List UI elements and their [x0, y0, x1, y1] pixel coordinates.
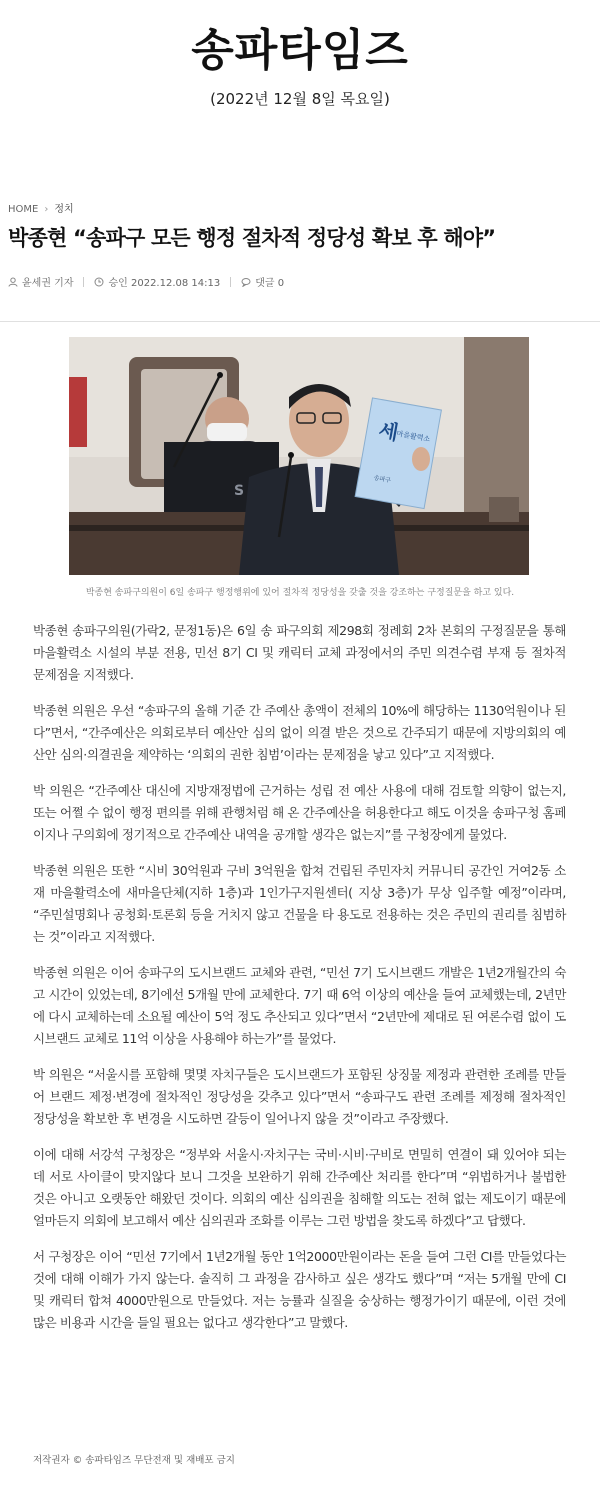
breadcrumb-category[interactable]: 정치 [54, 204, 74, 215]
breadcrumb [8, 200, 74, 215]
article-photo [69, 337, 529, 575]
document-text-small: 송파구 [373, 474, 392, 485]
photo-councilor-speaking [69, 337, 529, 575]
paragraph: 서 구청장은 이어 “민선 7기에서 1년2개월 동안 1억2000만원이라는 돈을 들여 그런 CI를 만들었다는 것에 대해 이해가 가지 않는다. 솔직히 그 과정을 감사하고 싶은 생각도 했다”며 “저는 5개월 만에 CI 및 캐릭터 합쳐 4000만원으로 만들었다. 저는 능률과 실질을 숭상하는 행정가이기 때문에, 이런 것에 많은 비용과 시간을 들일 필요는 없다고 생각한다”고 말했다. [33, 1249, 566, 1330]
clock-icon [94, 277, 104, 287]
user-icon [8, 277, 18, 287]
author [8, 274, 73, 289]
approved-time [94, 274, 220, 289]
article-meta [8, 274, 284, 289]
comment-icon [241, 277, 251, 287]
paragraph: 박종현 의원은 우선 “송파구의 올해 기준 간 주예산 총액이 전체의 10%에 해당하는 1130억원이나 된다”면서, “간주예산은 의회로부터 예산안 심의 없이 의결 받은 것으로 간주되기 때문에 지방의회의 예산안 심의·의결권을 제약하는 ‘의회의 권한 침범’이라는 문제점을 낳고 있다”고 지적했다. [33, 703, 566, 762]
paragraph: 박종현 의원은 이어 송파구의 도시브랜드 교체와 관련, “민선 7기 도시브랜드 개발은 1년2개월간의 숙고 시간이 있었는데, 8기에선 5개월 만에 교체한다. 7기 때 6억 이상의 예산을 들여 교체했는데, 2년만에 다시 교체하는데 소요될 예산이 5억 정도 추산되고 있다”면서 “2년만에 제대로 된 여론수렴 없이 도시브랜드 교체로 11억 이상을 사용해야 하는가”를 물었다. [33, 965, 566, 1046]
approved-text: 승인 2022.12.08 14:13 [108, 278, 221, 289]
paragraph: 박 의원은 “서울시를 포함해 몇몇 자치구들은 도시브랜드가 포함된 상징물 제정과 관련한 조례를 만들어 브랜드 제정·변경에 절차적인 정당성을 갖추고 있다”면서 “송파구도 관련 조례를 제정해 절차적인 정당성을 확보한 후 변경을 시도하면 갈등이 일어나지 않을 것”이라고 주장했다. [33, 1067, 566, 1126]
article-body [33, 620, 566, 1348]
paragraph: 이에 대해 서강석 구청장은 “정부와 서울시·자치구는 국비·시비·구비로 면밀히 연결이 돼 있어야 되는데 서로 사이클이 맞지않다 보니 그것을 보완하기 위해 간주예산 처리를 한다”며 “위법하거나 불법한 것은 아니고 오랫동안 해왔던 것이다. 의회의 예산 심의권을 침해할 의도는 전혀 없는 제도이기 때문에 얼마든지 의회에 보고해서 예산 심의권과 조화를 이루는 그런 방법을 찾도록 하겠다”고 답했다. [33, 1147, 566, 1228]
author-name: 윤세권 기자 [22, 278, 74, 289]
podium-logo: S [234, 483, 245, 499]
issue-date: (2022년 12월 8일 목요일) [210, 90, 390, 108]
breadcrumb-home[interactable]: HOME [8, 204, 39, 215]
document-text-big: 세 [377, 417, 401, 445]
article-title: 박종현 “송파구 모든 행정 절차적 정당성 확보 후 해야” [8, 226, 496, 250]
comments-link[interactable] [241, 274, 284, 289]
meta-divider [230, 277, 231, 287]
chevron-right-icon: › [44, 204, 49, 215]
comments-count: 댓글 0 [255, 278, 285, 289]
meta-divider [83, 277, 84, 287]
site-logo[interactable]: 송파타임즈 [191, 25, 409, 76]
paragraph: 박종현 의원은 또한 “시비 30억원과 구비 3억원을 합쳐 건립된 주민자치 커뮤니티 공간인 거여2동 소재 마을활력소에 새마을단체(지하 1층)과 1인가구지원센터( 지상 3층)가 무상 입주할 예정”이라며, “주민설명회나 공청회·토론회 등을 거치지 않고 건물을 타 용도로 전용하는 것은 주민의 권리를 침범하는 것”이라고 지적했다. [33, 863, 566, 944]
document-text-title: 마을활력소 [395, 429, 431, 444]
photo-caption: 박종현 송파구의원이 6일 송파구 행정행위에 있어 절차적 정당성을 갖출 것을 강조하는 구정질문을 하고 있다. [85, 588, 515, 598]
header-divider [0, 321, 600, 322]
copyright-notice: 저작권자 © 송파타임즈 무단전재 및 재배포 금지 [33, 1455, 235, 1466]
paragraph: 박 의원은 “간주예산 대신에 지방재정법에 근거하는 성립 전 예산 사용에 대해 검토할 의향이 없는지, 또는 어쩔 수 없이 행정 편의를 위해 관행처럼 해 온 간주예산을 허용한다고 해도 이것을 송파구청 홈페이지나 구의회에 정기적으로 간주예산 내역을 공개할 생각은 없는지”를 구청장에게 물었다. [33, 783, 566, 842]
masthead [0, 0, 600, 118]
paragraph: 박종현 송파구의원(가락2, 문정1동)은 6일 송 파구의회 제298회 정례회 2차 본회의 구정질문을 통해 마을활력소 시설의 부분 전용, 민선 8기 CI 및 캐릭터 교체 과정에서의 주민 의견수렴 부재 등 절차적 문제점을 지적했다. [33, 623, 566, 682]
